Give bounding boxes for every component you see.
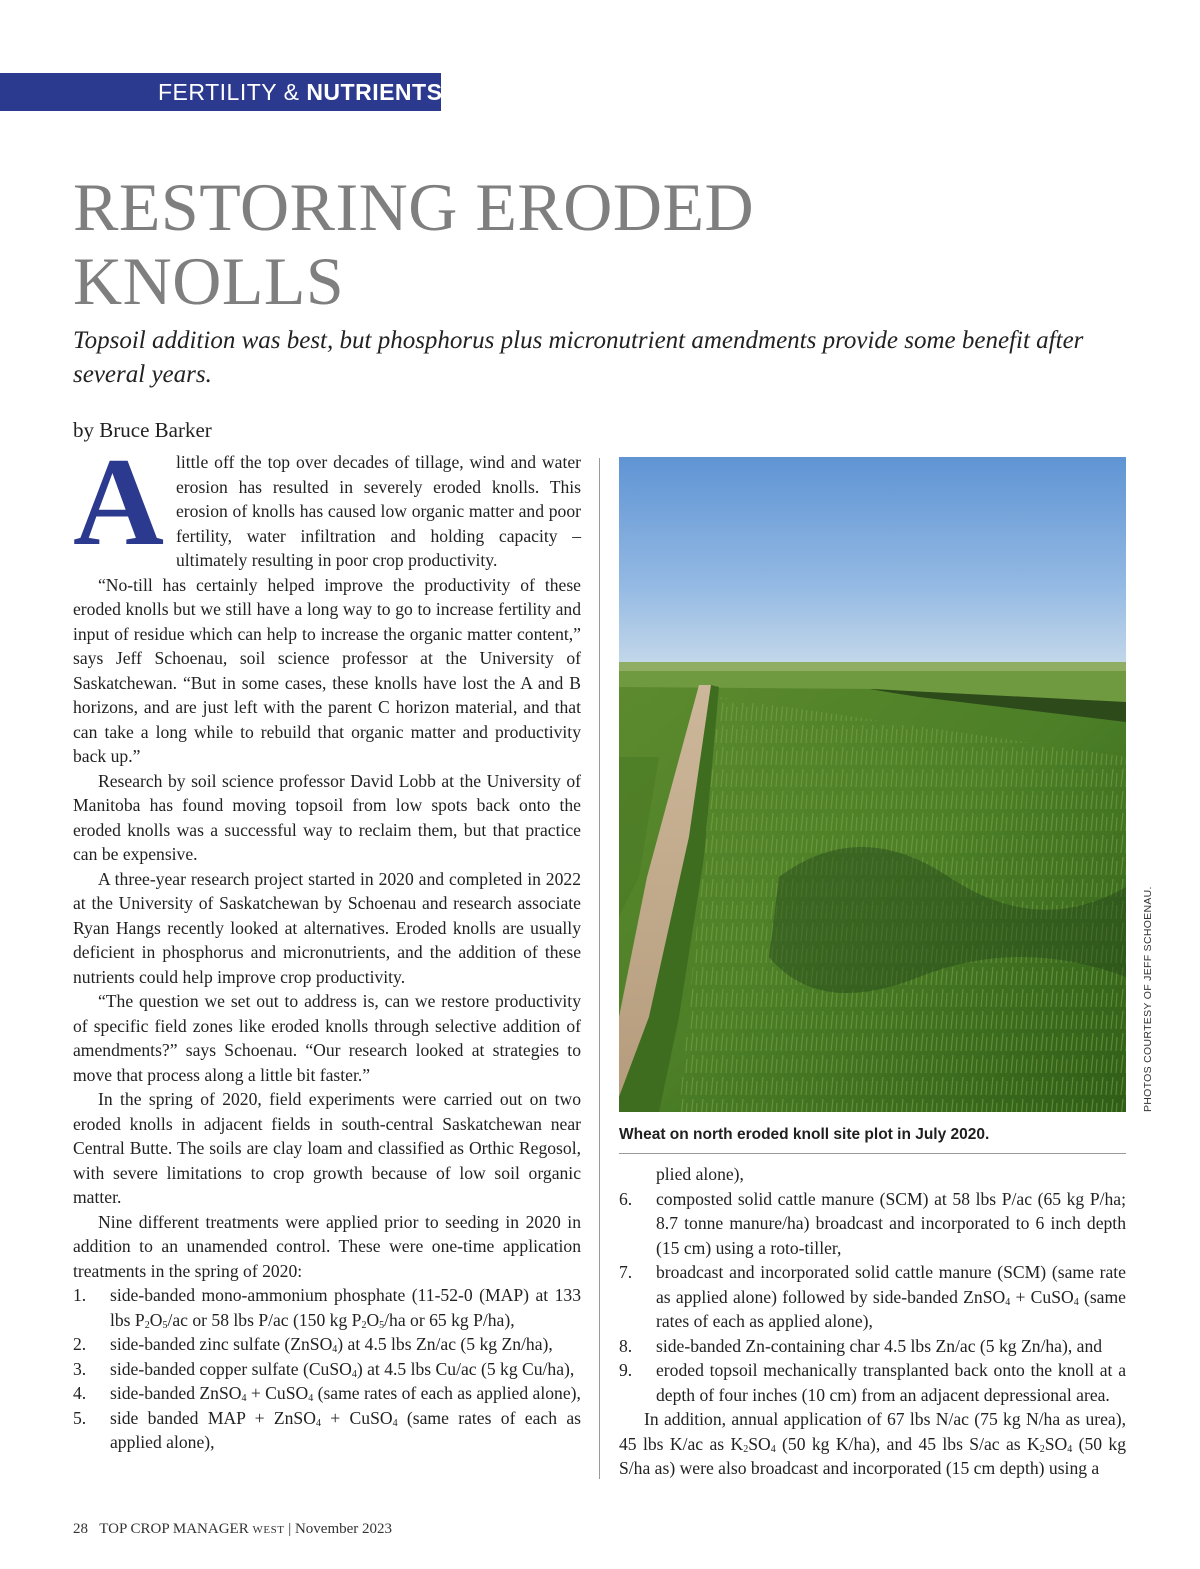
list-number: 5.: [73, 1407, 87, 1428]
paragraph: [619, 1407, 1126, 1481]
subscript: 4: [770, 1443, 776, 1455]
subscript: 2: [743, 1443, 749, 1455]
list-number: 4.: [73, 1383, 87, 1403]
subscript: 2: [361, 1319, 367, 1331]
list-number: 2.: [73, 1334, 87, 1354]
caption-rule: [619, 1153, 1126, 1154]
list-text: side-banded Zn-containing char 4.5 lbs Zn/ac (5 kg Zn/ha), and: [656, 1335, 1103, 1356]
list-item: [73, 1381, 581, 1406]
subscript: 4: [392, 1417, 398, 1429]
list-text: ) at 4.5 lbs Cu/ac (5 kg Cu/ha),: [356, 1358, 575, 1379]
photo-caption: Wheat on north eroded knoll site plot in July 2020.: [619, 1126, 990, 1143]
paragraph: “The question we set out to address is, can we restore productivity of specific field zones like eroded knolls through selective addition of amendments?” says Schoenau. “Our research looked at strategies to move that process along a little bit faster.”: [73, 991, 581, 1085]
paragraph-text: (50 kg K/ha), and 45 lbs S/ac as K: [775, 1433, 1040, 1454]
list-number: 3.: [73, 1358, 87, 1379]
list-text: side-banded ZnSO: [110, 1383, 242, 1403]
treatment-list-continued: [619, 1162, 1126, 1407]
section-label-part2: NUTRIENTS: [306, 79, 443, 105]
list-text: O: [366, 1309, 380, 1330]
paragraph: [73, 433, 581, 573]
list-item: [619, 1162, 1126, 1187]
list-text: broadcast and incorporated solid cattle manure (SCM) (same rate as applied alone) followed by side-banded ZnSO: [656, 1262, 1126, 1307]
subscript: 4: [1073, 1296, 1079, 1308]
wheat-field-photo: [619, 457, 1126, 1112]
paragraph-text: little off the top over decades of tillage, wind and water erosion has resulted in severely eroded knolls. This erosion of knolls has caused low organic matter and poor fertility, water infiltration and holding capacity – ultimately resulting in poor crop productivity.: [176, 452, 581, 570]
subscript: 4: [1005, 1296, 1011, 1308]
footer-separator: |: [288, 1521, 292, 1537]
treatment-list: [73, 1283, 581, 1455]
drop-cap: A: [73, 433, 164, 572]
list-number: 6.: [619, 1188, 633, 1209]
subscript: 2: [144, 1319, 150, 1331]
paragraph-text: In addition, annual application of 67 lbs N/ac (75 kg N/ha as urea), 45 lbs K/ac as K: [619, 1409, 1126, 1454]
list-text: /ha or 65 kg P/ha),: [384, 1309, 515, 1330]
headline-line2: KNOLLS: [73, 243, 345, 319]
list-item: [619, 1358, 1126, 1407]
column-divider: [599, 458, 600, 1479]
list-text: (same rates of each as applied alone),: [110, 1407, 581, 1452]
section-label-part1: FERTILITY &: [158, 79, 300, 105]
wheat-field-image: [619, 457, 1126, 1112]
paragraph: Research by soil science professor David Lobb at the University of Manitoba has found moving topsoil from low spots back onto the eroded knolls was a successful way to reclaim them, but that practice can be expensive.: [73, 770, 581, 864]
paragraph: “No-till has certainly helped improve the productivity of these eroded knolls but we still have a long way to go to increase fertility and input of residue which can help to increase the organic matter content,” says Jeff Schoenau, soil science professor at the University of Saskatchewan. “But in some cases, these knolls have lost the A and B horizons, and are just left with the parent C horizon material, and that can take a long while to rebuild that organic matter and productivity back up.”: [73, 574, 581, 766]
page-footer: [73, 1521, 392, 1538]
list-text: /ac or 58 lbs P/ac (150 kg P: [167, 1309, 362, 1330]
paragraph: In the spring of 2020, field experiments were carried out on two eroded knolls in adjacent fields in south-central Saskatchewan near Central Butte. The soils are clay loam and classified as Orthic Regosol, with severe limitations to crop growth because of low soil organic matter.: [73, 1089, 581, 1207]
page-number: 28: [73, 1521, 88, 1537]
list-text: + CuSO: [320, 1407, 393, 1428]
issue-date: November 2023: [294, 1521, 393, 1537]
list-text: (same rates of each as applied alone),: [656, 1286, 1126, 1331]
list-text: ) at 4.5 lbs Zn/ac (5 kg Zn/ha),: [337, 1334, 553, 1354]
list-item: [619, 1187, 1126, 1261]
list-text: side-banded zinc sulfate (ZnSO: [110, 1334, 333, 1354]
list-text: O: [149, 1309, 163, 1330]
subscript: 2: [1039, 1443, 1045, 1455]
section-label: [0, 73, 441, 111]
subscript: 4: [1067, 1443, 1073, 1455]
list-item: [73, 1283, 581, 1332]
list-text: side banded MAP + ZnSO: [110, 1407, 316, 1428]
deck: Topsoil addition was best, but phosphorus plus micronutrient amendments provide some benefit after several years.: [73, 327, 1084, 388]
list-text: + CuSO: [246, 1383, 309, 1403]
paragraph: A three-year research project started in 2020 and completed in 2022 at the University of Saskatchewan by Schoenau and research associate Ryan Hangs recently looked at alternatives. Eroded knolls are usually deficient in phosphorus and micronutrients, and the addition of these nutrients could help improve crop productivity.: [73, 868, 581, 987]
list-number: 7.: [619, 1262, 633, 1282]
list-number: 1.: [73, 1285, 87, 1305]
subscript: 4: [351, 1368, 357, 1380]
paragraph-text: SO: [1044, 1433, 1068, 1454]
headline: [73, 170, 973, 318]
subscript: 4: [315, 1417, 321, 1429]
subscript: 4: [241, 1393, 247, 1404]
list-item: [619, 1260, 1126, 1334]
list-text: side-banded copper sulfate (CuSO: [110, 1358, 352, 1379]
magazine-edition: WEST: [252, 1524, 285, 1536]
article-column-right: [619, 1162, 1126, 1481]
list-number: 8.: [619, 1335, 633, 1356]
list-item: [73, 1406, 581, 1455]
subscript: 5: [162, 1319, 168, 1331]
list-number: 9.: [619, 1360, 633, 1380]
paragraph: Nine different treatments were applied prior to seeding in 2020 in addition to an unamended control. These were one-time application treatments in the spring of 2020:: [73, 1211, 581, 1281]
byline: by Bruce Barker: [73, 418, 212, 442]
magazine-name: TOP CROP MANAGER: [99, 1521, 249, 1537]
subscript: 4: [308, 1393, 314, 1404]
list-text-continued: plied alone),: [656, 1164, 744, 1184]
list-text: eroded topsoil mechanically transplanted back onto the knoll at a depth of four inches (10 cm) from an adjacent depressional area.: [656, 1360, 1126, 1405]
paragraph-text: SO: [748, 1433, 771, 1454]
list-item: [73, 1332, 581, 1357]
list-text: + CuSO: [1010, 1286, 1074, 1307]
list-text: side-banded mono-ammonium phosphate (11-52-0 (MAP) at 133 lbs P: [110, 1285, 581, 1330]
list-item: [73, 1357, 581, 1382]
list-text: composted solid cattle manure (SCM) at 58 lbs P/ac (65 kg P/ha; 8.7 tonne manure/ha) broadcast and incorporated to 6 inch depth (15 cm) using a roto-tiller,: [656, 1188, 1126, 1258]
paragraph-text: (50 kg S/ha as) were also broadcast and incorporated (15 cm depth) using a: [619, 1433, 1127, 1478]
list-item: [619, 1334, 1126, 1359]
headline-line1: RESTORING ERODED: [73, 169, 755, 245]
subscript: 4: [332, 1344, 338, 1355]
article-column-left: [73, 433, 581, 1455]
photo-credit: PHOTOS COURTESY OF JEFF SCHOENAU.: [1142, 886, 1154, 1112]
subscript: 5: [379, 1319, 385, 1331]
list-text: (same rates of each as applied alone),: [313, 1383, 581, 1403]
